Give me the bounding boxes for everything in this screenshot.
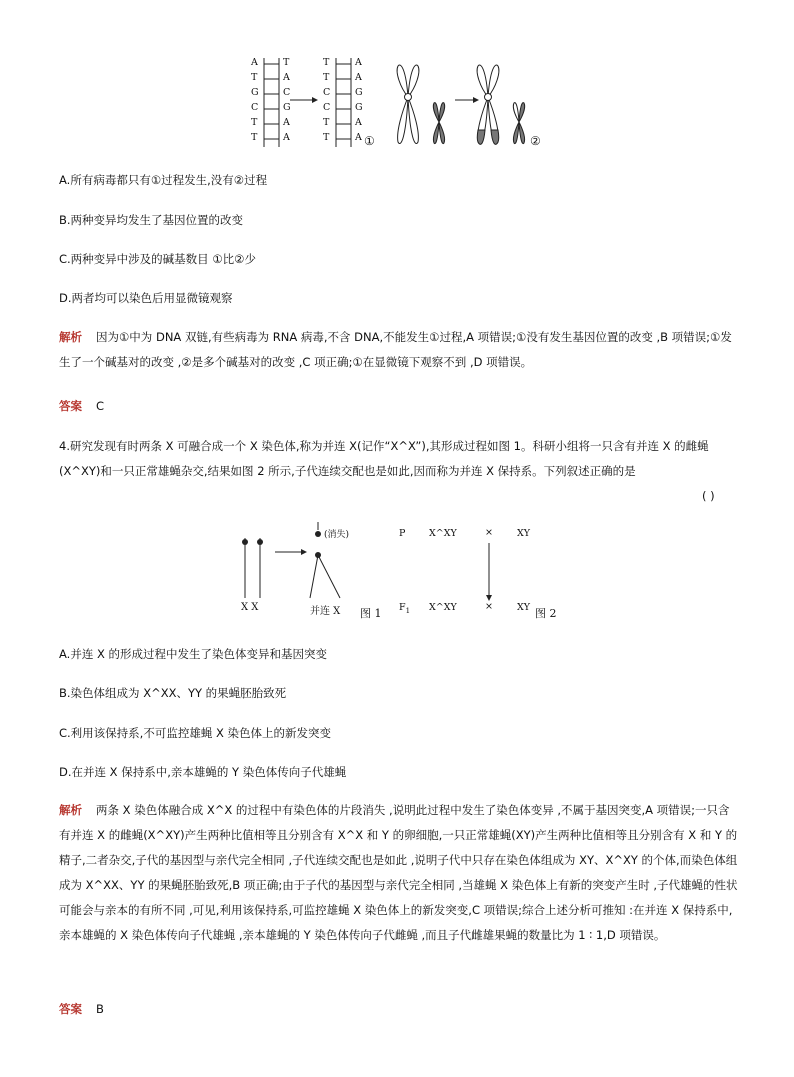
figure-2-caption: 图 2 xyxy=(535,607,557,620)
q3-option-a: A.所有病毒都只有①过程发生,没有②过程 xyxy=(59,173,268,187)
figure-1-x-labels: X X xyxy=(241,602,259,613)
dna-mutation-figure xyxy=(240,52,560,152)
q3-option-c: C.两种变异中涉及的碱基数目 ①比②少 xyxy=(59,252,256,266)
q3-answer xyxy=(59,398,104,414)
chromosome-small-before xyxy=(433,103,444,144)
chromosome-small-after xyxy=(513,103,524,144)
f1-label: $F_1$ xyxy=(399,602,411,615)
q3-answer-value: C xyxy=(96,399,105,413)
p-female: X^XY xyxy=(429,528,457,539)
q4-stem: 4.研究发现有时两条 X 可融合成一个 X 染色体,称为并连 X(记作“X^X”),其形成过程如图 1。科研小组将一只含有并连 X 的雌蝇(X^XY)和一只正常雄蝇杂交,结果如图 2 所示,子代连续交配也是如此,因而称为并连 X 保持系。下列叙述正确的是 xyxy=(59,439,709,478)
analysis-label: 解析 xyxy=(59,803,82,817)
q4-option-a: A.并连 X 的形成过程中发生了染色体变异和基因突变 xyxy=(59,647,328,661)
dna-left-strand1: A T G C T T xyxy=(251,57,259,143)
f1-cross: × xyxy=(485,601,493,612)
f1-female: X^XY xyxy=(429,602,457,613)
answer-label: 答案 xyxy=(59,1002,82,1016)
q3-analysis xyxy=(59,325,739,375)
q3-option-b: B.两种变异均发生了基因位置的改变 xyxy=(59,213,244,227)
mark-1: ① xyxy=(364,134,375,148)
q4-answer-value: B xyxy=(96,1002,104,1016)
answer-bracket: ( ) xyxy=(702,489,715,503)
dna-left-rungs xyxy=(264,64,279,139)
chromosome-large-after xyxy=(477,65,499,144)
merged-x-label: 并连 X xyxy=(310,606,341,617)
dna-left-strand2: T A C G A A xyxy=(283,57,291,143)
p-cross: × xyxy=(485,527,493,538)
figure-2 xyxy=(395,525,575,625)
q3-option-d: D.两者均可以染色后用显微镜观察 xyxy=(59,291,233,305)
q4-option-b: B.染色体组成为 X^XX、YY 的果蝇胚胎致死 xyxy=(59,686,287,700)
chromosome-large-before xyxy=(397,65,419,143)
q4-analysis-text: 两条 X 染色体融合成 X^X 的过程中有染色体的片段消失 ,说明此过程中发生了染色体变异 ,不属于基因突变,A 项错误;一只含有并连 X 的雌蝇(X^XY)产生两种比值相等且分别含有 X^X 和 Y 的卵细胞,一只正常雄蝇(XY)产生两种比值相等且分别含有 X 和 Y 的精子,二者杂交,子代的基因型与亲代完全相同 ,子代连续交配也是如此 ,说明子代中只存在染色体组成为 XY、X^XY 的个体,而染色体组成为 X^XX、YY 的果蝇胚胎致死,B 项正确;由于子代的基因型与亲代完全相同 ,当雄蝇 X 染色体上有新的突变产生时 ,子代雄蝇的性状可能会与亲本的有所不同 ,可见,利用该保持系,可监控雄蝇 X 染色体上的新发突变,C 项错误;综合上述分析可推知 :在并连 X 保持系中,亲本雄蝇的 X 染色体传向子代雄蝇 ,亲本雄蝇的 Y 染色体传向子代雌蝇 ,而且子代雌雄果蝇的数量比为 1 ∶ 1,D 项错误。 xyxy=(59,803,738,942)
dna-right-strand2: A A G G A A xyxy=(355,57,363,143)
f1-male: XY xyxy=(517,602,531,613)
mark-2: ② xyxy=(530,134,541,148)
q4-analysis xyxy=(59,798,739,948)
figure-1-caption: 图 1 xyxy=(360,607,382,620)
dna-right-strand1: T T C C T T xyxy=(323,57,331,143)
dna-right-rungs xyxy=(336,64,351,139)
vanish-label: (消失) xyxy=(324,530,350,540)
figure-1 xyxy=(230,520,400,625)
answer-label: 答案 xyxy=(59,399,82,413)
p-label: P xyxy=(399,528,406,539)
q4-answer xyxy=(59,1001,104,1017)
analysis-label: 解析 xyxy=(59,330,82,344)
q4-option-d: D.在并连 X 保持系中,亲本雄蝇的 Y 染色体传向子代雄蝇 xyxy=(59,765,347,779)
q3-analysis-text: 因为①中为 DNA 双链,有些病毒为 RNA 病毒,不含 DNA,不能发生①过程,A 项错误;①没有发生基因位置的改变 ,B 项错误;①发生了一个碱基对的改变 ,②是多个碱基对的改变 ,C 项正确;①在显微镜下观察不到 ,D 项错误。 xyxy=(59,330,732,369)
p-male: XY xyxy=(517,528,531,539)
q4-option-c: C.利用该保持系,不可监控雄蝇 X 染色体上的新发突变 xyxy=(59,726,332,740)
